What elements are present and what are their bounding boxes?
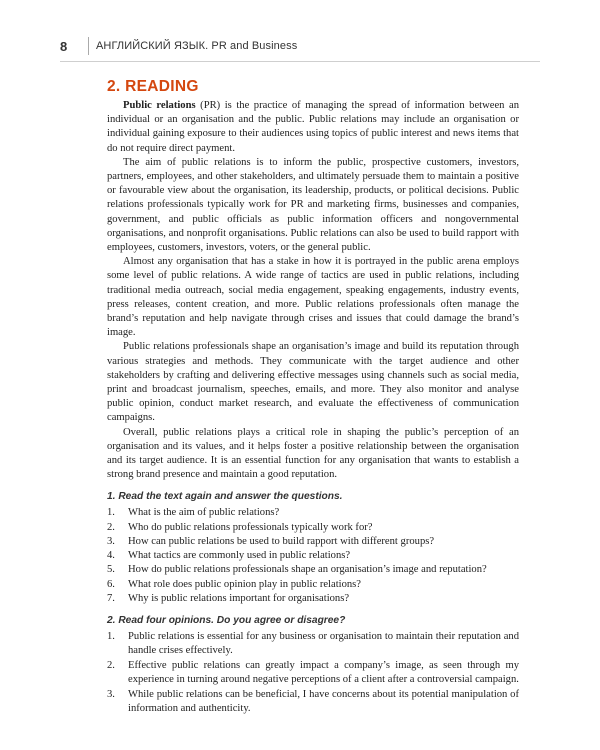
page-content	[107, 78, 519, 717]
list-item: 3. How can public relations be used to build rapport with different groups?	[107, 535, 435, 547]
list-item: 1. Public relations is essential for any business or organisation to maintain their reputation and handle crises effectively.	[107, 630, 519, 657]
page-header	[60, 37, 540, 62]
header-divider	[88, 37, 89, 55]
opinion-list	[107, 630, 519, 716]
list-item: 7. Why is public relations important for organisations?	[107, 592, 350, 604]
page-number: 8	[60, 39, 68, 54]
term-bold: Public relations	[123, 100, 196, 111]
list-item: 3. While public relations can be beneficial, I have concerns about its potential manipulation of information and authenticity.	[107, 688, 519, 714]
task1-heading: 1. Read the text again and answer the questions.	[107, 491, 343, 503]
paragraph: Public relations professionals shape an organisation’s image and build its reputation through various strategies and methods. They communicate with the target audience and other stakeholders by crafting and delivering effective messages using channels such as social media, print and broadcast journalism, speeches, emails, and more. They also monitor and analyse public opinion, conduct market research, and evaluate the effectiveness of communication campaigns.	[107, 341, 519, 424]
task2-heading: 2. Read four opinions. Do you agree or disagree?	[107, 614, 346, 626]
list-item: 2. Effective public relations can greatly impact a company’s image, as seen through my experience in turning around negative perceptions of a client after a controversial campaign.	[107, 659, 519, 686]
paragraph: The aim of public relations is to inform the public, prospective customers, investors, partners, employees, and other stakeholders, and ultimately persuade them to maintain a positive or favourable view about the organisation, its leadership, products, or political decisions. Public relations professionals typically work for PR and marketing firms, businesses and companies, government, and public officials as public information officers and nongovernmental organisations, and nonprofit organisations. Public relations can also be used to build rapport with employees, customers, investors, voters, or the general public.	[107, 156, 519, 254]
section-title: 2. READING	[107, 78, 199, 95]
reading-text	[107, 99, 519, 482]
running-title: АНГЛИЙСКИЙ ЯЗЫК. PR and Business	[96, 40, 298, 52]
list-item: 5. How do public relations professionals shape an organisation’s image and reputation?	[107, 564, 487, 576]
question-list	[107, 506, 519, 605]
paragraph: Public relations (PR) is the practice of managing the spread of information between an individual or an organisation and the public. Public relations may include an organisation or individual gaining exposure to their audiences using topics of public interest and news items that do not require direct payment.	[107, 100, 519, 154]
list-item: 1. What is the aim of public relations?	[107, 507, 280, 519]
paragraph: Overall, public relations plays a critical role in shaping the public’s perception of an organisation and its values, and it helps foster a positive relationship between the organisation and its target audience. It is an essential function for any organisation that wants to establish a strong brand presence and maintain a good reputation.	[107, 426, 519, 481]
list-item: 4. What tactics are commonly used in public relations?	[107, 550, 351, 562]
list-item: 2. Who do public relations professionals typically work for?	[107, 521, 373, 533]
list-item: 6. What role does public opinion play in public relations?	[107, 578, 362, 590]
paragraph: Almost any organisation that has a stake in how it is portrayed in the public arena employs some level of public relations. A wide range of tactics are used in public relations, including traditional media outreach, social media engagement, speaking engagements, industry events, press releases, content creation, and more. Public relations professionals often manage the brand’s reputation and help navigate through crises and issues that could damage the brand’s image.	[107, 256, 519, 339]
